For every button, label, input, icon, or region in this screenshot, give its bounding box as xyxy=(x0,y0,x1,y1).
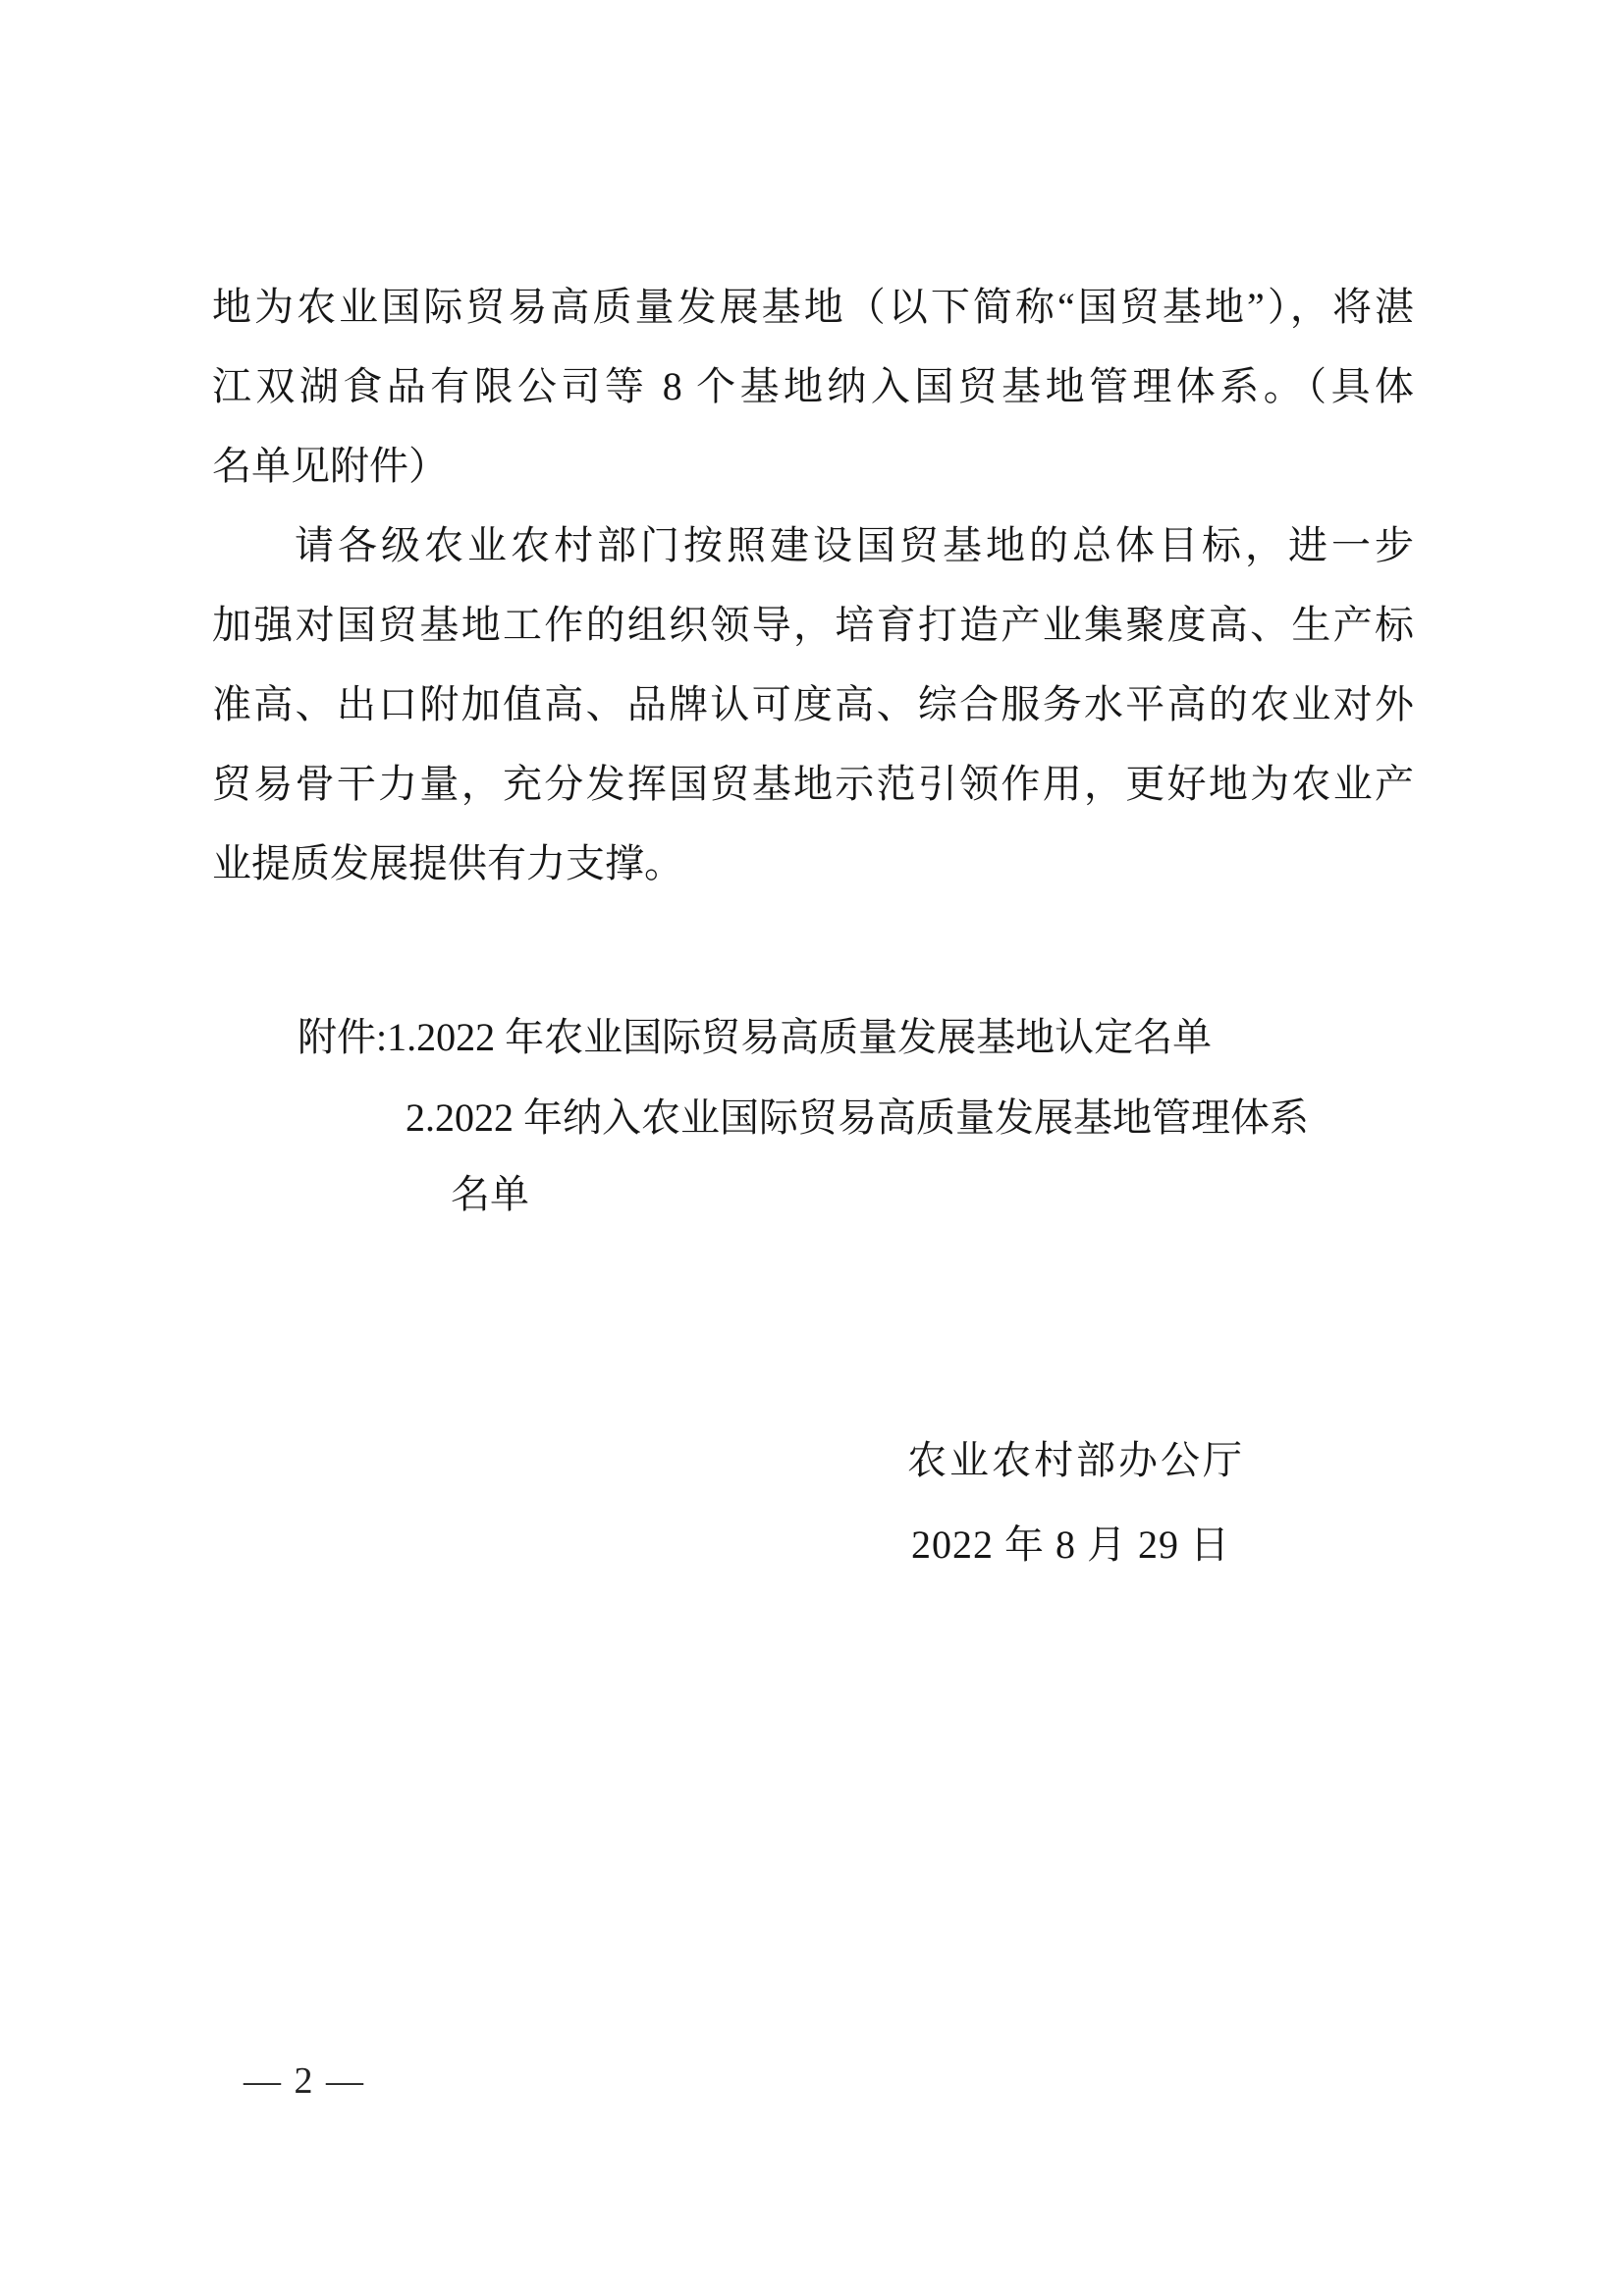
paragraph1-line-1: 地为农业国际贸易高质量发展基地（以下简称“国贸基地”），将湛 xyxy=(212,285,1414,329)
page-number: — 2 — xyxy=(244,2060,365,2102)
attachment-item-2-continuation: 名单 xyxy=(451,1172,529,1216)
paragraph2-line-3: 准高、出口附加值高、品牌认可度高、综合服务水平高的农业对外 xyxy=(212,682,1414,726)
document-body xyxy=(212,267,1414,903)
signature-date: 2022 年 8 月 29 日 xyxy=(911,1522,1230,1567)
attachment-item-2: 2.2022 年纳入农业国际贸易高质量发展基地管理体系 xyxy=(406,1095,1309,1140)
paragraph2-line-1: 请各级农业农村部门按照建设国贸基地的总体目标，进一步 xyxy=(295,523,1414,567)
paragraph1-line-2: 江双湖食品有限公司等 8 个基地纳入国贸基地管理体系。（具体 xyxy=(212,364,1414,408)
paragraph2-line-2: 加强对国贸基地工作的组织领导，培育打造产业集聚度高、生产标 xyxy=(212,603,1414,647)
signature-organization: 农业农村部办公厅 xyxy=(907,1438,1245,1482)
paragraph2-line-4: 贸易骨干力量，充分发挥国贸基地示范引领作用，更好地为农业产 xyxy=(212,762,1414,806)
paragraph1-line-3: 名单见附件） xyxy=(212,444,448,488)
attachment-item-1: 附件:1.2022 年农业国际贸易高质量发展基地认定名单 xyxy=(298,1015,1213,1059)
paragraph2-line-5: 业提质发展提供有力支撑。 xyxy=(212,841,683,885)
